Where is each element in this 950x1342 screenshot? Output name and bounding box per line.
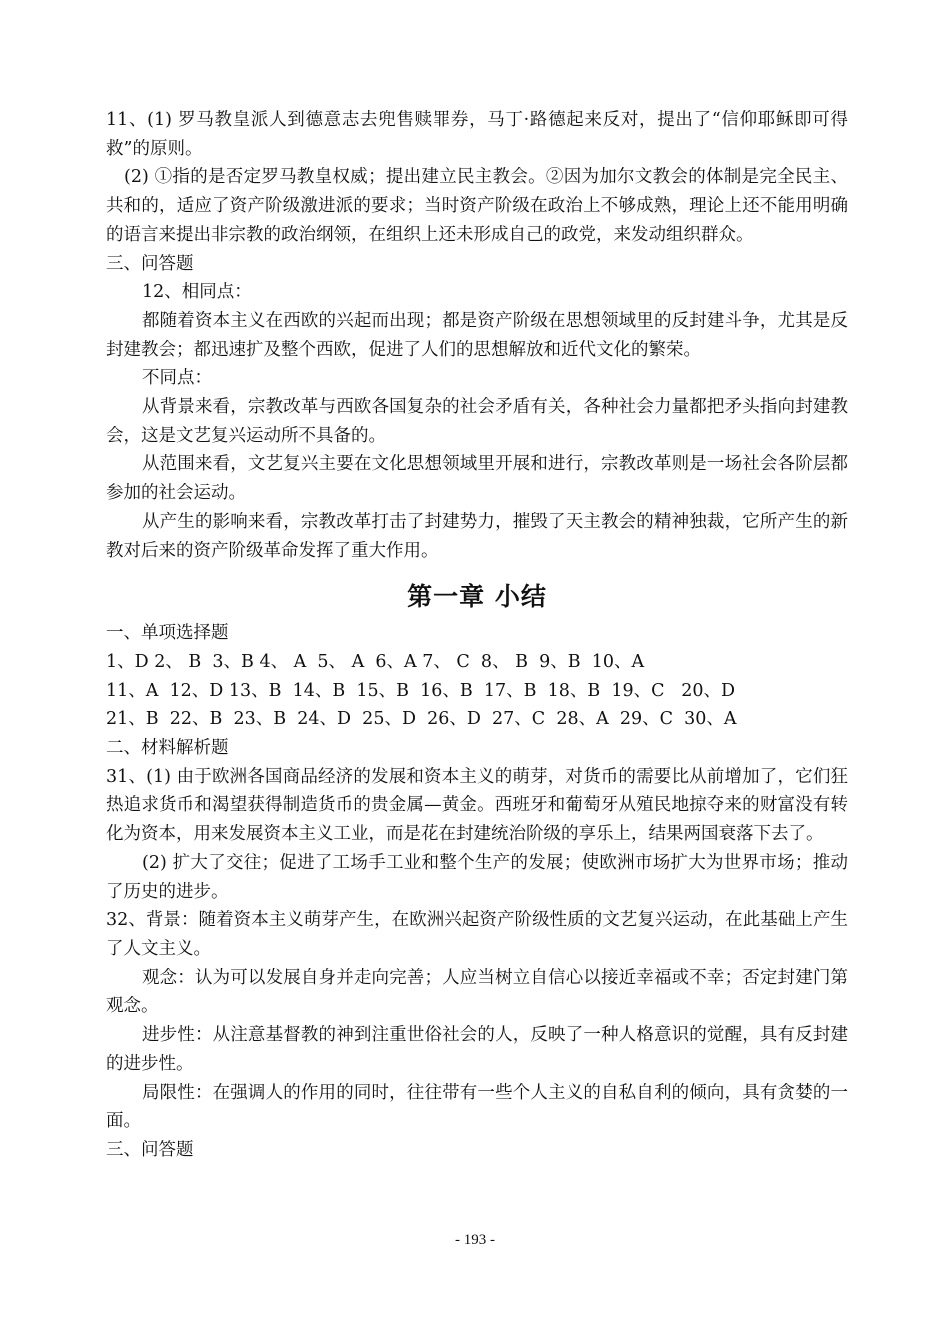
answer-32-concept: 观念：认为可以发展自身并走向完善；人应当树立自信心以接近幸福或不幸；否定封建门第观念。 [106,967,848,1017]
section-heading-essay-2: 三、问答题 [106,1139,194,1160]
answer-11-part1: 11、(1) 罗马教皇派人到德意志去兜售赎罪券，马丁·路德起来反对，提出了“信仰耶稣即可得救”的原则。 [106,110,848,159]
answer-31-part2: (2) 扩大了交往；促进了工场手工业和整个生产的发展；使欧洲市场扩大为世界市场；推动了历史的进步。 [106,852,848,902]
answer-12-difference-background: 从背景来看，宗教改革与西欧各国复杂的社会矛盾有关，各种社会力量都把矛头指向封建教会，这是文艺复兴运动所不具备的。 [106,397,848,446]
answer-12-difference-scope: 从范围来看，文艺复兴主要在文化思想领域里开展和进行，宗教改革则是一场社会各阶层都参加的社会运动。 [106,454,848,504]
answer-12-similarities: 都随着资本主义在西欧的兴起而出现；都是资产阶级在思想领域里的反封建斗争，尤其是反封建教会；都迅速扩及整个西欧，促进了人们的思想解放和近代文化的繁荣。 [106,310,848,360]
chapter-summary-title: 第一章 小结 [407,582,547,612]
answer-12-differences-label: 不同点： [142,368,212,389]
answer-32-background: 32、背景：随着资本主义萌芽产生，在欧洲兴起资产阶级性质的文艺复兴运动，在此基础上产生了人文主义。 [106,910,848,959]
answer-12-label: 12、相同点： [142,282,252,303]
document-body [106,106,848,1165]
choice-answers-row-2: 11、A 12、D 13、B 14、B 15、B 16、B 17、B 18、B 19、C 20、D [106,680,736,701]
answer-31-part1: 31、(1) 由于欧洲各国商品经济的发展和资本主义的萌芽，对货币的需要比从前增加了，它们狂热追求货币和渴望获得制造货币的贵金属—黄金。西班牙和葡萄牙从殖民地掠夺来的财富没有转化为资本，用来发展资本主义工业，而是花在封建统治阶级的享乐上，结果两国衰落下去了。 [106,766,848,845]
answer-32-progressiveness: 进步性：从注意基督教的神到注重世俗社会的人，反映了一种人格意识的觉醒，具有反封建的进步性。 [106,1025,848,1074]
section-heading-material-analysis: 二、材料解析题 [106,738,229,759]
answer-12-difference-impact: 从产生的影响来看，宗教改革打击了封建势力，摧毁了天主教会的精神独裁，它所产生的新教对后来的资产阶级革命发挥了重大作用。 [106,511,848,561]
answer-11-part2: (2) ①指的是否定罗马教皇权威；提出建立民主教会。②因为加尔文教会的体制是完全民主、共和的，适应了资产阶级激进派的要求；当时资产阶级在政治上不够成熟，理论上还不能用明确的语言来提出非宗教的政治纲领，在组织上还未形成自己的政党，来发动组织群众。 [106,167,848,245]
page-number: - 193 - [455,1232,495,1248]
choice-answers-row-3: 21、B 22、B 23、B 24、D 25、D 26、D 27、C 28、A 29、C 30、A [106,709,737,730]
section-heading-multiple-choice: 一、单项选择题 [106,623,229,644]
section-heading-essay: 三、问答题 [106,253,194,274]
choice-answers-row-1: 1、D 2、 B 3、B 4、 A 5、 A 6、A 7、 C 8、 B 9、B 10、A [106,651,645,672]
answer-32-limitations: 局限性：在强调人的作用的同时，往往带有一些个人主义的自私自利的倾向，具有贪婪的一面。 [106,1082,848,1132]
